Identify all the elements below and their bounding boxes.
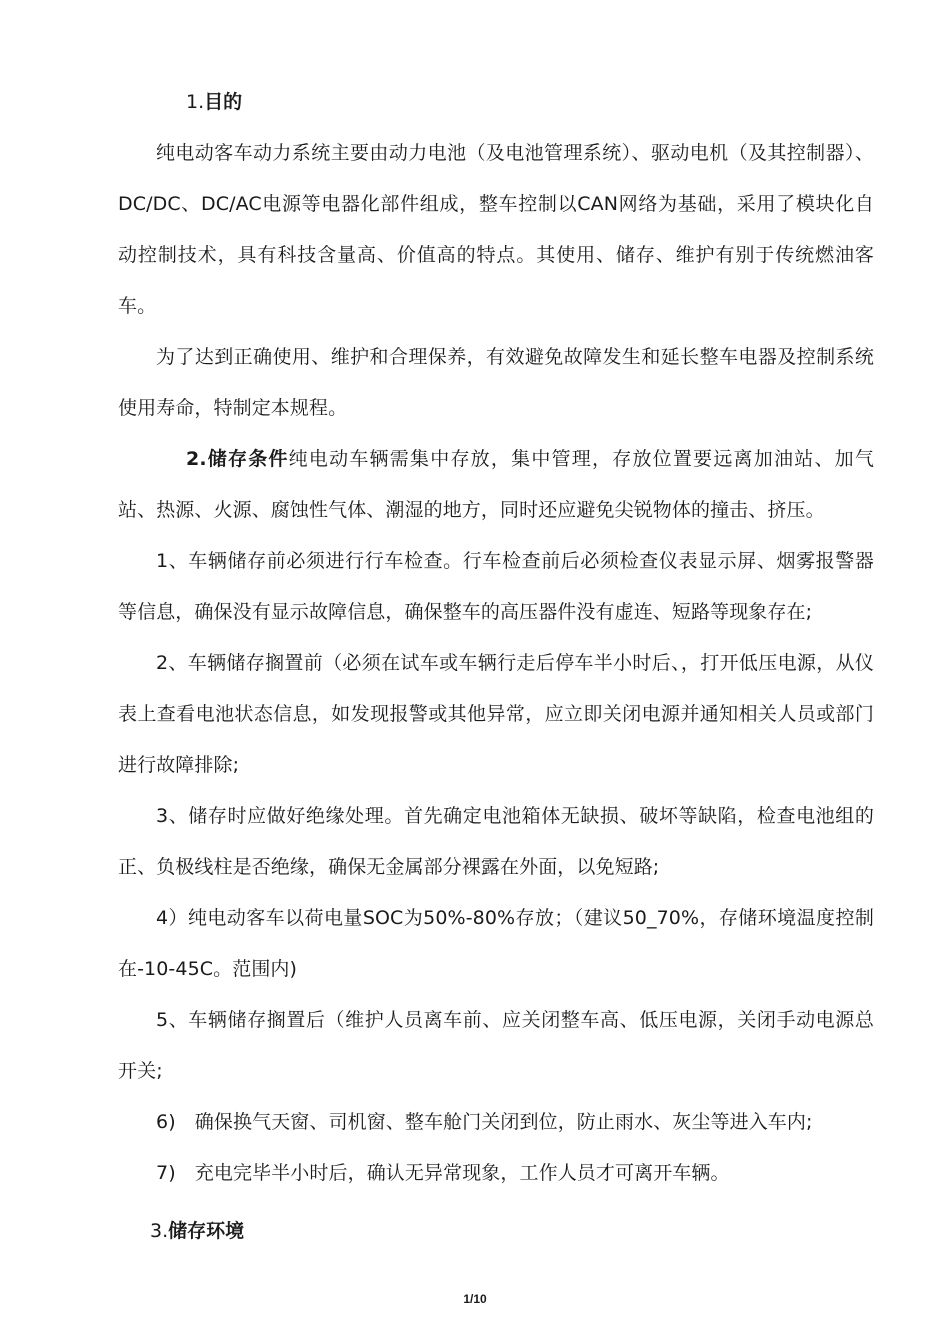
- section-2-heading: [186, 448, 289, 470]
- storage-item-3: 3、储存时应做好绝缘处理。首先确定电池箱体无缺损、破坏等缺陷，检查电池组的正、负极线柱是否绝缘，确保无金属部分裸露在外面，以免短路;: [118, 805, 874, 878]
- storage-item-1: 1、车辆储存前必须进行行车检查。行车检查前后必须检查仪表显示屏、烟雾报警器等信息，确保没有显示故障信息，确保整车的高压器件没有虚连、短路等现象存在;: [118, 550, 874, 623]
- section-2-number: 2.: [186, 448, 207, 470]
- section-2-title: 储存条件: [206, 448, 289, 470]
- page-number: 1/10: [463, 1292, 487, 1306]
- section-3-number: 3.: [150, 1220, 169, 1242]
- section-3-title: 储存环境: [168, 1220, 245, 1242]
- storage-item-6: 6) 确保换气天窗、司机窗、整车舱门关闭到位，防止雨水、灰尘等进入车内;: [156, 1111, 813, 1133]
- section-1-paragraph-1: 纯电动客车动力系统主要由动力电池（及电池管理系统）、驱动电机（及其控制器）、DC/DC、DC/AC电源等电器化部件组成，整车控制以CAN网络为基础，采用了模块化自动控制技术，具有科技含量高、价值高的特点。其使用、储存、维护有别于传统燃油客车。: [118, 142, 874, 317]
- section-1-heading: [118, 82, 874, 122]
- section-1-title: 目的: [204, 91, 243, 113]
- storage-item-2: 2、车辆储存搁置前（必须在试车或车辆行走后停车半小时后、，打开低压电源，从仪表上查看电池状态信息，如发现报警或其他异常，应立即关闭电源并通知相关人员或部门进行故障排除;: [118, 652, 874, 776]
- storage-item-7: 7) 充电完毕半小时后，确认无异常现象，工作人员才可离开车辆。: [156, 1162, 730, 1184]
- section-1-number: 1.: [186, 91, 205, 113]
- storage-item-5: 5、车辆储存搁置后（维护人员离车前、应关闭整车高、低压电源，关闭手动电源总开关;: [118, 1009, 874, 1082]
- section-2-intro: 纯电动车辆需集中存放，集中管理，存放位置要远离加油站、加气站、热源、火源、腐蚀性气体、潮湿的地方，同时还应避免尖锐物体的撞击、挤压。: [118, 448, 874, 521]
- document-body: [118, 82, 874, 1251]
- storage-item-4: 4）纯电动客车以荷电量SOC为50%-80%存放；（建议50_70%，存储环境温度控制在-10-45C。范围内): [118, 907, 874, 980]
- section-1-paragraph-2: 为了达到正确使用、维护和合理保养，有效避免故障发生和延长整车电器及控制系统使用寿命，特制定本规程。: [118, 346, 874, 419]
- section-3-heading: [118, 1211, 874, 1251]
- section-2-paragraph: [118, 434, 874, 536]
